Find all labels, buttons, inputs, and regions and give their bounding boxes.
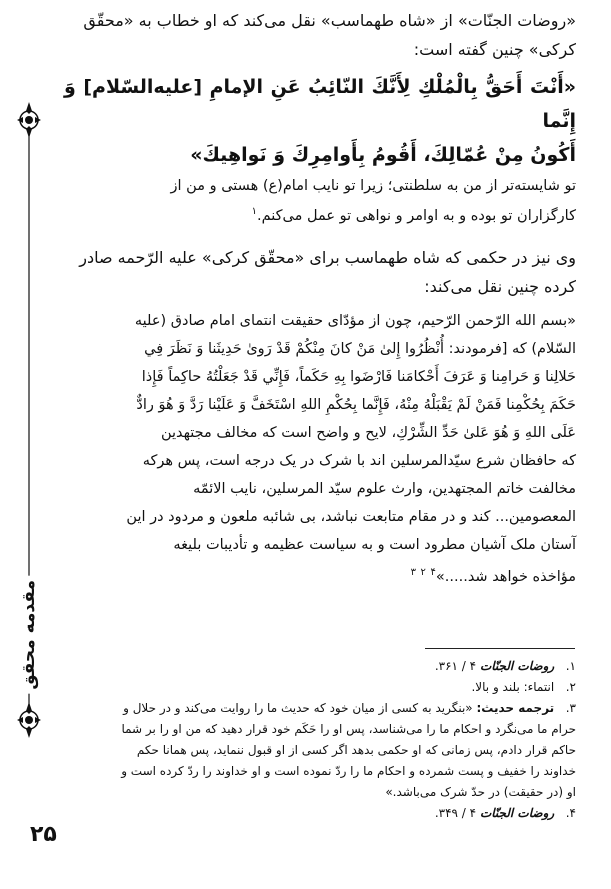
- text-line: کرکی» چنین گفته است:: [413, 40, 576, 59]
- text-line: حَلالِنا وَ حَرامِنا وَ عَرَفَ أَحْكامَنا فَارْضَوا بِهِ حَكَماً، فَإِنِّي قَدْ جَعَلْتُهُ حاكِماً فَإِذا: [141, 368, 576, 385]
- footnote-line: خداوند را خفیف و پست شمرده و احکام ما را ردّ نموده است و او خداوند را ردّ کرده است و: [121, 764, 576, 778]
- decree-quote: [64, 307, 576, 591]
- footnote-ref: ۱: [251, 206, 257, 217]
- footnote-ref: ۲: [420, 566, 426, 578]
- footnotes: [64, 656, 576, 824]
- text-line: عَلَى اللهِ وَ هُوَ عَلىٰ حَدِّ الشِّرْكِ، لایح و واضح است که مخالف مجتهدین: [160, 424, 576, 441]
- footnote-line: او (در حقیقت) در حدّ شرک می‌باشد.»: [385, 785, 576, 799]
- footnote-line: حرام ما می‌نگرد و احکام ما را می‌شناسد، پس او را حَکَم خود قرار دهید که من او را بر شما: [121, 722, 576, 736]
- footnote-item: ۳. ترجمه حدیث: «بنگرید به کسی از میان خود که حدیث ما را روایت می‌کند و در حلال و: [123, 701, 576, 715]
- translation-paragraph: [64, 174, 576, 229]
- text-line: المعصومین... کند و در مقام متابعت نباشد، بی شائبه ملعون و مردود در این: [126, 508, 576, 525]
- text-line: مخالفت خاتم المجتهدین، وارث علوم سیّد المرسلین، نایب الائمّه: [193, 480, 576, 497]
- text-line: مؤاخذه خواهد شد.....»$^۴$ $^۲$ $^۳$: [410, 566, 576, 585]
- footnote-divider: [425, 648, 575, 649]
- text-line: که حافظان شرع سیّدالمرسلین اند با شرک در یک درجه است، پس هرکه: [142, 452, 576, 469]
- footnote-item: ۲. انتماء: بلند و بالا.: [471, 680, 576, 694]
- second-paragraph: [64, 243, 576, 301]
- footnote-ref: ۳: [410, 566, 416, 578]
- footnote-item: ۱. روضات الجنّات ۴ / ۳۶۱.: [434, 659, 576, 673]
- top-rosette-icon: [17, 102, 41, 138]
- footnote-item: ۴. روضات الجنّات ۴ / ۳۴۹.: [434, 806, 576, 820]
- text-line: کرده چنین نقل می‌کند:: [424, 276, 576, 296]
- page-number: ۲۵: [30, 822, 57, 847]
- footnote-ref: ۴: [430, 566, 436, 578]
- text-line: کارگزاران تو بوده و به اوامر و نواهی تو عمل می‌کنم.$^۱$: [251, 206, 576, 224]
- text-line: وی نیز در حکمی که شاه طهماسب برای «محقّق کرکی» علیه الرّحمه صادر: [79, 247, 576, 267]
- text-line: السّلام) که [فرمودند: أُنْظُرُوا إِلىٰ مَنْ كانَ مِنْكُمْ قَدْ رَوىٰ حَدِيثَنا وَ نَظَرَ فِي: [144, 340, 576, 357]
- text-line: أَكُونُ مِنْ عُمّالِكَ، أَقُومُ بِأَوامِرِكَ وَ نَواهِيكَ»: [190, 144, 576, 166]
- text-line: «أَنْتَ أَحَقُّ بِالْمُلْكِ لِأَنَّكَ النّائِبُ عَنِ الإمامِ [علیه‌السّلام] وَ إِنَّما: [64, 76, 576, 132]
- text-line: «بسم الله الرّحمن الرّحيم، چون از مؤدّای حقیقت انتمای امام صادق (علیه: [134, 312, 576, 329]
- intro-paragraph: [64, 6, 576, 64]
- text-line: تو شایسته‌تر از من به سلطنتی؛ زیرا تو نایب امام(ع) هستی و من از: [170, 178, 576, 194]
- main-text: [64, 6, 576, 591]
- running-title: مقدمه محقق: [14, 575, 44, 695]
- footnote-line: حاکم قرار دادم، پس زمانی که او حکمی بدهد اگر کسی از او قبول ننماید، پس همانا حکم: [136, 743, 576, 757]
- bottom-rosette-icon: [17, 702, 41, 738]
- text-line: حَكَمَ بِحُكْمِنا فَمَنْ لَمْ يَقْبَلْهُ مِنْهُ، فَإِنَّما بِحُكْمِ اللهِ اسْتَخَفَّ وَ عَلَيْنا رَدَّ وَ هُوَ رادٌّ: [136, 396, 576, 413]
- arabic-quote: [64, 70, 576, 172]
- text-line: آستان ملک آشیان مطرود است و به سیاست عظیمه و تأدیبات بلیغه: [173, 536, 576, 553]
- text-line: «روضات الجنّات» از «شاه طهماسب» نقل می‌کند که او خطاب به «محقّق: [83, 11, 576, 30]
